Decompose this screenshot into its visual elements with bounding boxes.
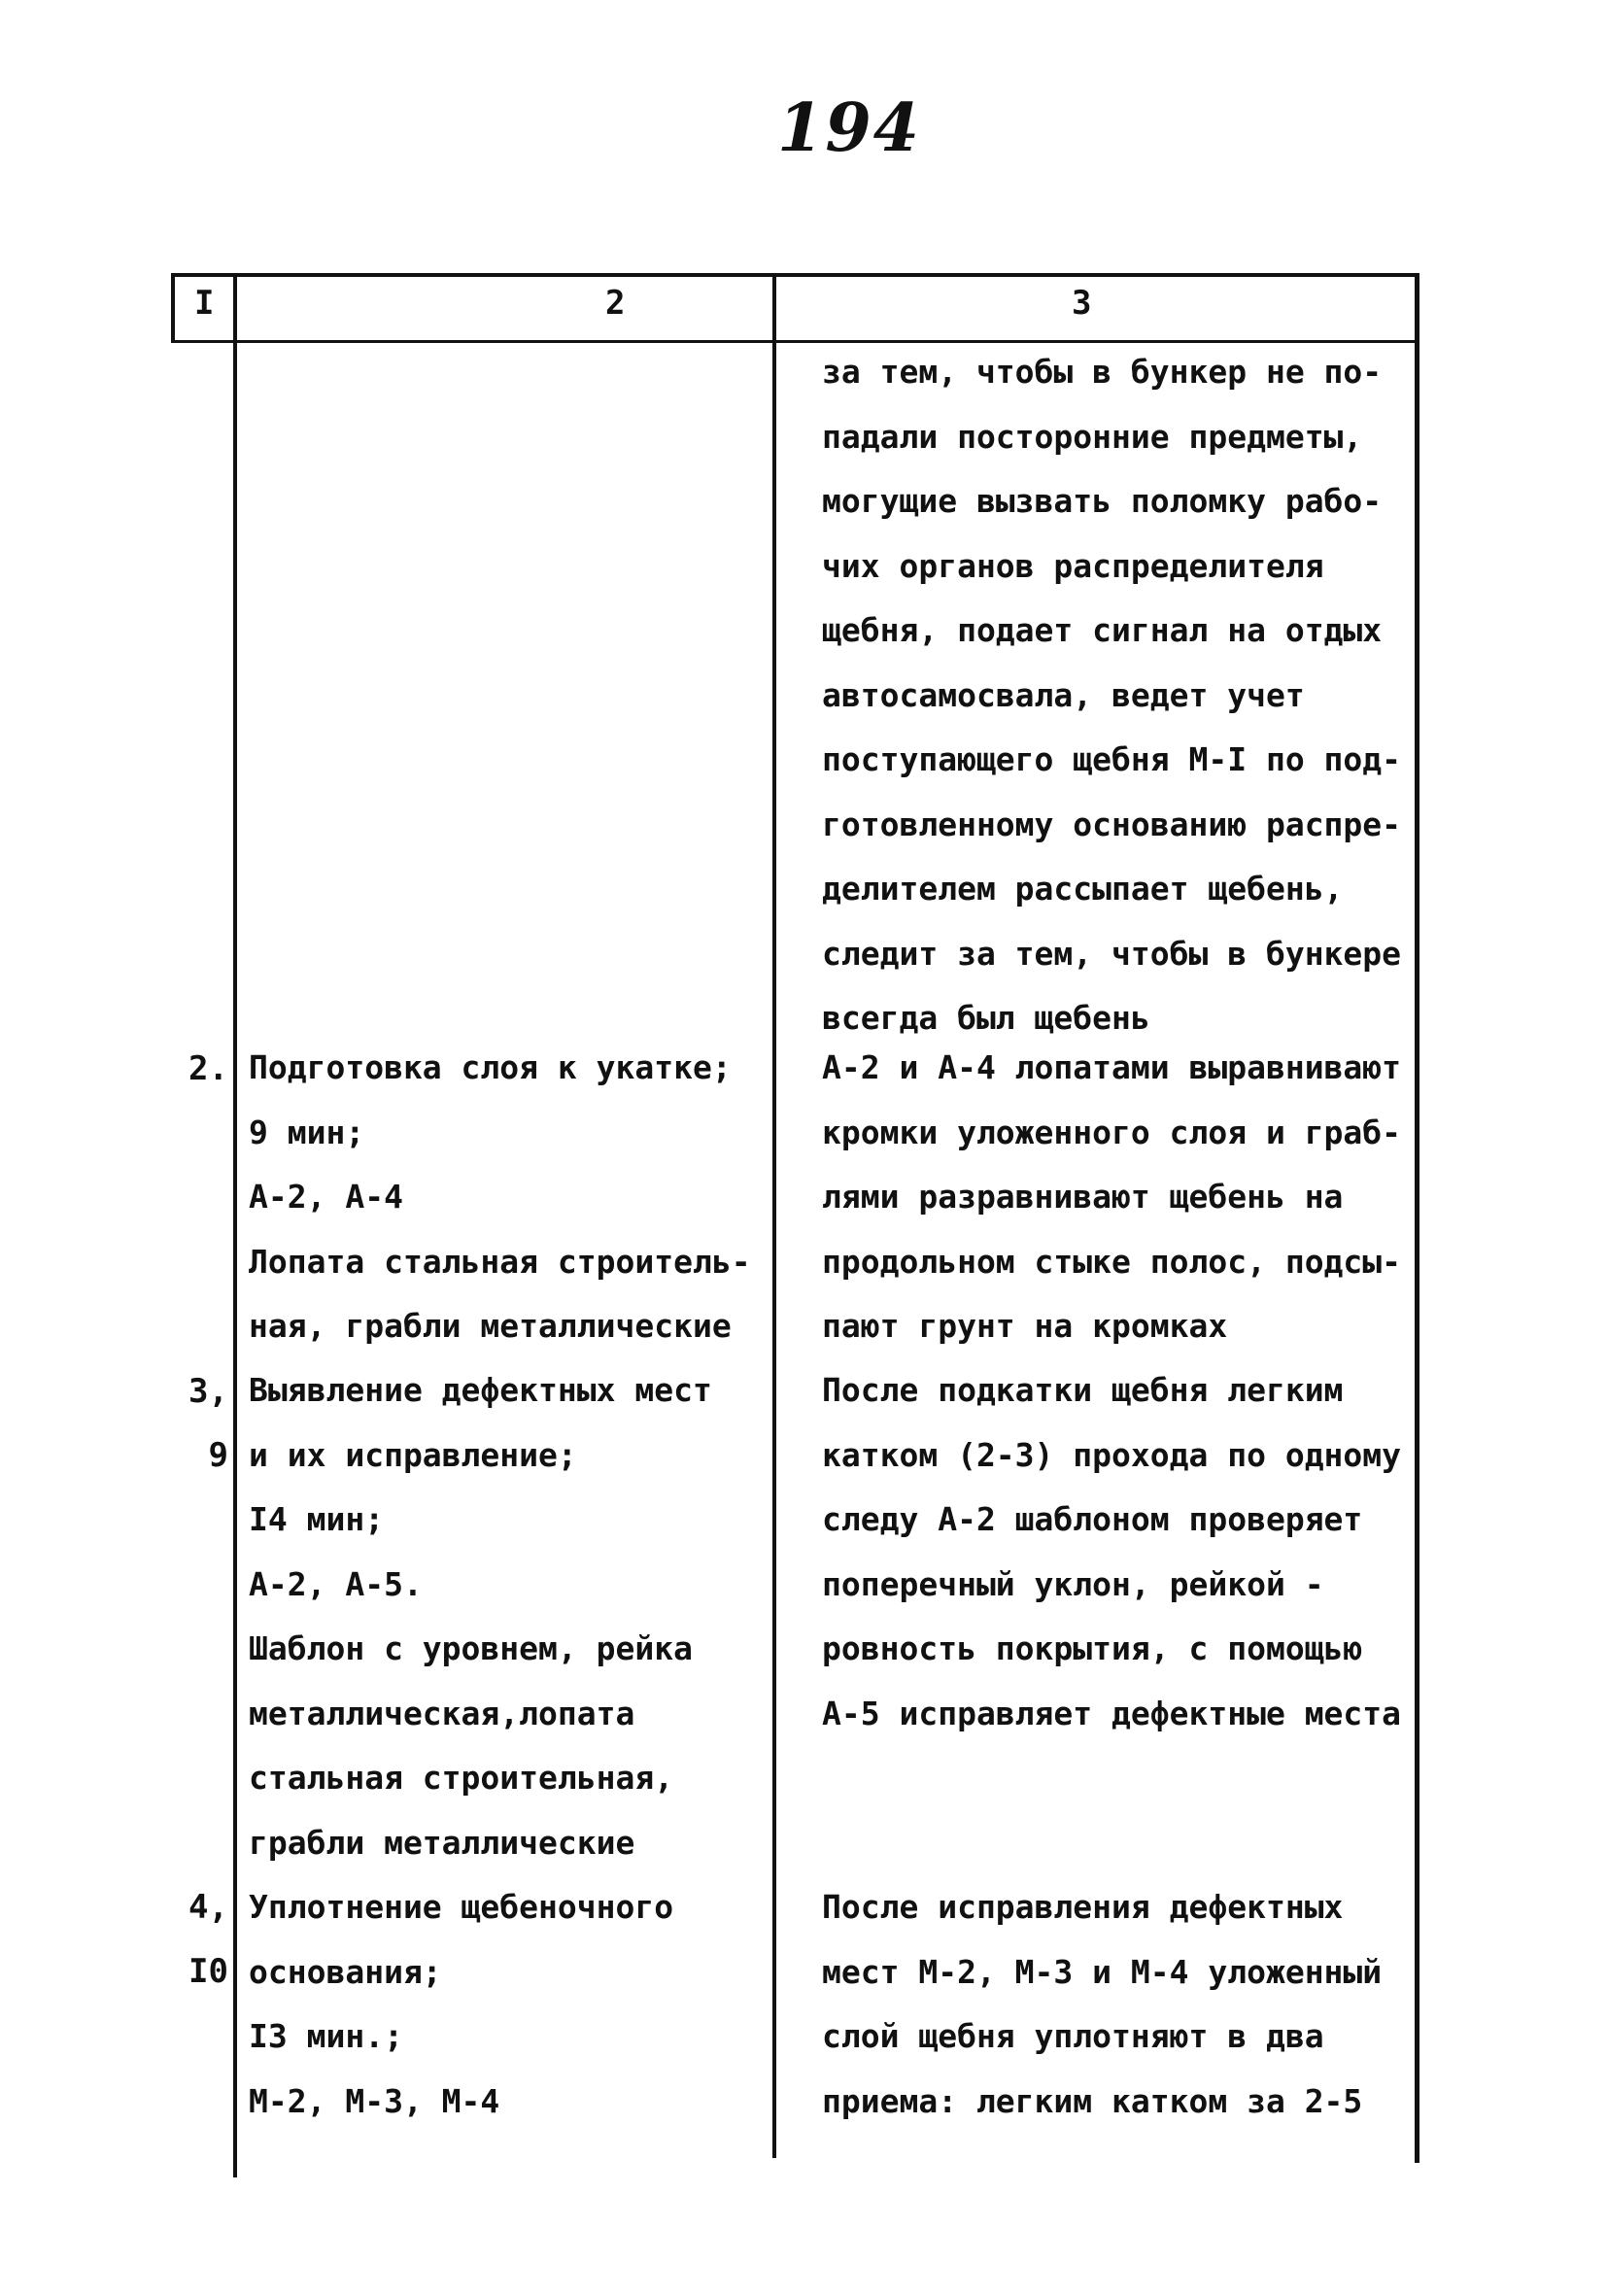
text-line: слой щебня уплотняют в два [822, 2017, 1324, 2055]
text-line: Уплотнение щебеночного [249, 1888, 674, 1926]
text-line: стальная строительная, [249, 1759, 674, 1797]
text-line: А-2, А-5. [249, 1564, 423, 1603]
row-2-number [160, 1037, 228, 1101]
text-line: А-2, А-4 [249, 1178, 403, 1216]
text-line: следу А-2 шаблоном проверяет [822, 1500, 1363, 1538]
text-line: за тем, чтобы в бункер не по- [822, 353, 1383, 391]
text-line: После исправления дефектных [822, 1888, 1344, 1926]
text-line: ровность покрытия, с помощью [822, 1629, 1363, 1667]
text-line: продольном стыке полос, подсы- [822, 1242, 1402, 1281]
text-line: лями разравнивают щебень на [822, 1178, 1344, 1216]
page-number: 194 [777, 89, 921, 167]
text-line: делителем рассыпает щебень, [822, 870, 1344, 908]
row-2-operation [249, 1036, 751, 1359]
header-col-1: I [194, 284, 215, 323]
text-line: готовленному основанию распре- [822, 805, 1402, 843]
text-line: 9 мин; [249, 1113, 365, 1151]
text-line: После подкатки щебня легким [822, 1371, 1344, 1409]
table-top-border [171, 273, 1417, 277]
text-line: I3 мин.; [249, 2017, 403, 2055]
text-line: следит за тем, чтобы в бункере [822, 934, 1402, 973]
text-line: I4 мин; [249, 1500, 385, 1538]
column-divider-2 [772, 273, 776, 2158]
row-number-line: 3, [188, 1372, 228, 1411]
text-line: поступающего щебня М-I по под- [822, 740, 1402, 778]
text-line: А-5 исправляет дефектные места [822, 1694, 1402, 1732]
text-line: Лопата стальная строитель- [249, 1242, 751, 1281]
text-line: Подготовка слоя к укатке; [249, 1048, 732, 1086]
row-number-line: 2. [188, 1049, 228, 1088]
text-line: ная, грабли металлические [249, 1307, 732, 1345]
text-line: М-2, М-3, М-4 [249, 2081, 500, 2120]
header-col-2: 2 [605, 284, 626, 323]
text-line: поперечный уклон, рейкой - [822, 1564, 1324, 1603]
text-line: мест М-2, М-3 и М-4 уложенный [822, 1952, 1383, 1991]
text-line: Выявление дефектных мест [249, 1371, 712, 1409]
row-4-operation [249, 1875, 673, 2134]
continuation-col3 [822, 340, 1401, 1051]
text-line: автосамосвала, ведет учет [822, 675, 1305, 714]
text-line: падали посторонние предметы, [822, 417, 1363, 456]
text-line: щебня, подает сигнал на отдых [822, 611, 1383, 649]
text-line: пают грунт на кромках [822, 1307, 1228, 1345]
row-3-number [160, 1359, 228, 1488]
text-line: грабли металлические [249, 1823, 635, 1862]
row-number-line: 9 [208, 1436, 228, 1475]
row-number-line: I0 [188, 1952, 228, 1991]
text-line: А-2 и А-4 лопатами выравнивают [822, 1048, 1402, 1086]
text-line: могущие вызвать поломку рабо- [822, 482, 1383, 520]
text-line: всегда был щебень [822, 999, 1150, 1037]
row-4-description [822, 1875, 1382, 2134]
row-3-operation [249, 1358, 712, 1875]
text-line: и их исправление; [249, 1435, 577, 1474]
text-line: основания; [249, 1952, 442, 1991]
text-line: кромки уложенного слоя и граб- [822, 1113, 1402, 1151]
text-line: чих органов распределителя [822, 546, 1324, 585]
text-line: катком (2-3) прохода по одному [822, 1435, 1402, 1474]
table-left-border [171, 273, 175, 343]
row-4-number [160, 1875, 228, 2004]
row-3-description [822, 1358, 1401, 1746]
header-col-3: 3 [1072, 284, 1092, 323]
table-right-border [1415, 273, 1419, 2163]
column-divider-1 [233, 273, 237, 2177]
row-2-description [822, 1036, 1401, 1359]
row-number-line: 4, [188, 1888, 228, 1927]
text-line: приема: легким катком за 2-5 [822, 2081, 1363, 2120]
text-line: Шаблон с уровнем, рейка [249, 1629, 693, 1667]
text-line: металлическая,лопата [249, 1694, 635, 1732]
